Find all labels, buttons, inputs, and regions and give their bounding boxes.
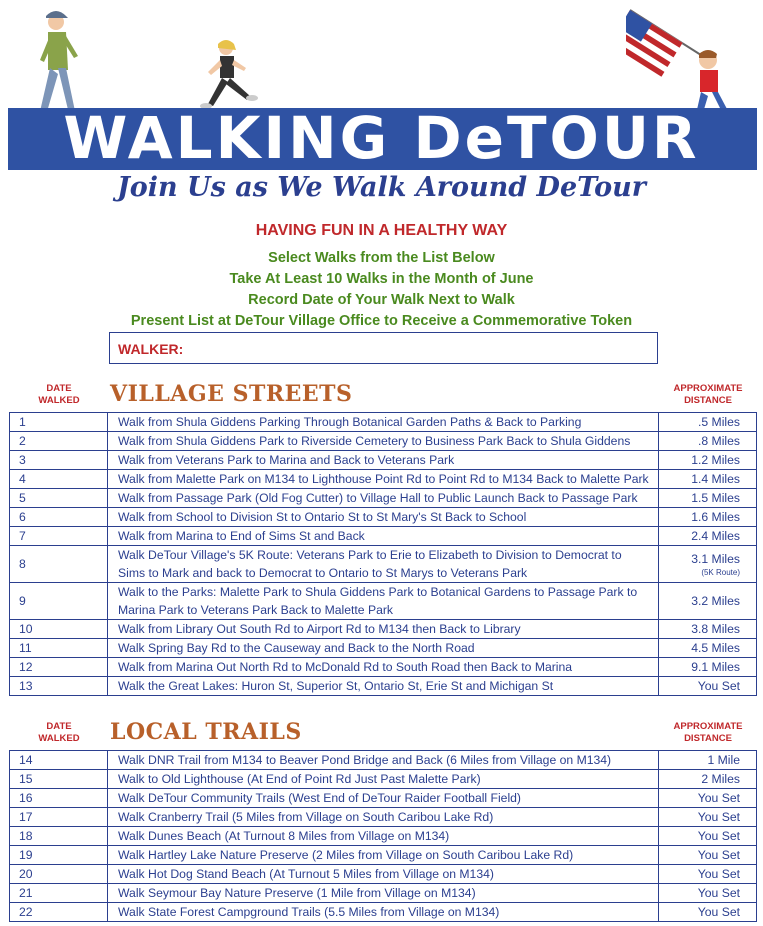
- date-header-line: WALKED: [38, 733, 80, 744]
- walk-description: Walk DeTour Community Trails (West End of DeTour Raider Football Field): [108, 789, 659, 808]
- walk-number[interactable]: 22: [10, 903, 108, 922]
- distance-value: You Set: [697, 905, 740, 919]
- distance-value: 1.5 Miles: [691, 491, 740, 505]
- date-header-line: DATE: [46, 383, 72, 394]
- table-row: [10, 639, 757, 658]
- table-row: [10, 470, 757, 489]
- walk-distance: [659, 432, 757, 451]
- walk-description: Walk from Marina to End of Sims St and Back: [108, 527, 659, 546]
- section-title-village-streets: VILLAGE STREETS: [110, 381, 353, 407]
- page-title: WALKING DeTOUR: [63, 104, 700, 172]
- distance-value: You Set: [697, 867, 740, 881]
- walk-description: Walk Hartley Lake Nature Preserve (2 Miles from Village on South Caribou Lake Rd): [108, 846, 659, 865]
- distance-header-line: APPROXIMATE: [673, 721, 743, 732]
- date-walked-header: [28, 721, 90, 745]
- walk-distance: [659, 751, 757, 770]
- walk-distance: [659, 451, 757, 470]
- table-row: [10, 658, 757, 677]
- distance-value: 2.4 Miles: [691, 529, 740, 543]
- walk-number[interactable]: 14: [10, 751, 108, 770]
- distance-value: You Set: [697, 829, 740, 843]
- walk-distance: [659, 846, 757, 865]
- table-row: [10, 846, 757, 865]
- table-row: [10, 751, 757, 770]
- walk-description: Walk DNR Trail from M134 to Beaver Pond Bridge and Back (6 Miles from Village on M134): [108, 751, 659, 770]
- walk-distance: [659, 770, 757, 789]
- walk-description: Walk State Forest Campground Trails (5.5 Miles from Village on M134): [108, 903, 659, 922]
- local-trails-table: [9, 750, 757, 922]
- walk-number[interactable]: 4: [10, 470, 108, 489]
- distance-value: .8 Miles: [698, 434, 740, 448]
- table-row: [10, 677, 757, 696]
- walk-distance: [659, 508, 757, 527]
- table-row: [10, 884, 757, 903]
- section-title-local-trails: LOCAL TRAILS: [110, 719, 302, 745]
- table-row: [10, 770, 757, 789]
- walk-description: Walk DeTour Village's 5K Route: Veterans Park to Erie to Elizabeth to Division to Democrat to Sims to Mark and back to Democrat to Ontario to St Marys to Veterans Park: [108, 546, 659, 583]
- walk-distance: [659, 865, 757, 884]
- distance-header-line: DISTANCE: [684, 733, 732, 744]
- walk-description: Walk from Malette Park on M134 to Lighthouse Point Rd to Point Rd to M134 Back to Malette Park: [108, 470, 659, 489]
- walk-description: Walk Seymour Bay Nature Preserve (1 Mile from Village on M134): [108, 884, 659, 903]
- table-row: [10, 620, 757, 639]
- table-row: [10, 827, 757, 846]
- walk-number[interactable]: 6: [10, 508, 108, 527]
- walk-distance: [659, 903, 757, 922]
- walk-number[interactable]: 9: [10, 583, 108, 620]
- walk-distance: [659, 470, 757, 489]
- walk-description: Walk from School to Division St to Ontario St to St Mary's St Back to School: [108, 508, 659, 527]
- walk-description: Walk Hot Dog Stand Beach (At Turnout 5 Miles from Village on M134): [108, 865, 659, 884]
- distance-value: 3.2 Miles: [691, 594, 740, 608]
- distance-value: 1 Mile: [707, 753, 740, 767]
- walk-description: Walk Dunes Beach (At Turnout 8 Miles from Village on M134): [108, 827, 659, 846]
- walk-description: Walk from Shula Giddens Park to Riverside Cemetery to Business Park Back to Shula Giddens: [108, 432, 659, 451]
- walk-distance: [659, 884, 757, 903]
- date-header-line: WALKED: [38, 395, 80, 406]
- table-row: [10, 432, 757, 451]
- walk-number[interactable]: 17: [10, 808, 108, 827]
- walk-number[interactable]: 18: [10, 827, 108, 846]
- walk-number[interactable]: 15: [10, 770, 108, 789]
- walk-description: Walk the Great Lakes: Huron St, Superior St, Ontario St, Erie St and Michigan St: [108, 677, 659, 696]
- walk-number[interactable]: 3: [10, 451, 108, 470]
- walk-distance: [659, 620, 757, 639]
- table-row: [10, 413, 757, 432]
- table-row: [10, 508, 757, 527]
- instruction-line: Select Walks from the List Below: [268, 250, 495, 266]
- distance-value: 4.5 Miles: [691, 641, 740, 655]
- walk-distance: [659, 658, 757, 677]
- table-row: [10, 903, 757, 922]
- walk-number[interactable]: 13: [10, 677, 108, 696]
- instruction-line: Present List at DeTour Village Office to Receive a Commemorative Token: [130, 313, 633, 329]
- distance-header: [664, 383, 752, 407]
- distance-value: .5 Miles: [698, 415, 740, 429]
- walk-distance: [659, 639, 757, 658]
- distance-header-line: DISTANCE: [684, 395, 732, 406]
- table-row: [10, 865, 757, 884]
- walk-distance: [659, 789, 757, 808]
- table-row: [10, 808, 757, 827]
- tagline: HAVING FUN IN A HEALTHY WAY: [255, 222, 508, 239]
- instruction-line: Record Date of Your Walk Next to Walk: [248, 292, 515, 308]
- walk-number[interactable]: 11: [10, 639, 108, 658]
- instruction-line: Take At Least 10 Walks in the Month of June: [229, 271, 534, 287]
- date-walked-header: [28, 383, 90, 407]
- walker-label: WALKER:: [118, 341, 184, 357]
- distance-value: You Set: [697, 810, 740, 824]
- table-row: [10, 451, 757, 470]
- distance-note: (5K Route): [701, 568, 740, 577]
- distance-header-line: APPROXIMATE: [673, 383, 743, 394]
- walk-number[interactable]: 12: [10, 658, 108, 677]
- walk-description: Walk Cranberry Trail (5 Miles from Village on South Caribou Lake Rd): [108, 808, 659, 827]
- walk-distance: [659, 489, 757, 508]
- walk-description: Walk from Marina Out North Rd to McDonald Rd to South Road then Back to Marina: [108, 658, 659, 677]
- distance-value: You Set: [697, 848, 740, 862]
- table-row: [10, 789, 757, 808]
- walk-number[interactable]: 16: [10, 789, 108, 808]
- walk-number[interactable]: 1: [10, 413, 108, 432]
- walk-description: Walk from Library Out South Rd to Airport Rd to M134 then Back to Library: [108, 620, 659, 639]
- walk-distance: [659, 808, 757, 827]
- walk-description: Walk to Old Lighthouse (At End of Point Rd Just Past Malette Park): [108, 770, 659, 789]
- walk-description: Walk Spring Bay Rd to the Causeway and Back to the North Road: [108, 639, 659, 658]
- distance-value: You Set: [697, 791, 740, 805]
- page-subtitle: Join Us as We Walk Around DeTour: [116, 172, 647, 203]
- walk-distance: [659, 413, 757, 432]
- distance-value: 1.4 Miles: [691, 472, 740, 486]
- walker-name-field[interactable]: [109, 332, 658, 364]
- table-row: [10, 489, 757, 508]
- date-header-line: DATE: [46, 721, 72, 732]
- distance-value: 3.1 Miles: [691, 552, 740, 566]
- walk-number[interactable]: 2: [10, 432, 108, 451]
- walk-number[interactable]: 5: [10, 489, 108, 508]
- walk-description: Walk from Shula Giddens Parking Through Botanical Garden Paths & Back to Parking: [108, 413, 659, 432]
- distance-value: 3.8 Miles: [691, 622, 740, 636]
- distance-value: 9.1 Miles: [691, 660, 740, 674]
- walk-number[interactable]: 7: [10, 527, 108, 546]
- walk-description: Walk to the Parks: Malette Park to Shula Giddens Park to Botanical Gardens to Passage Park to Marina Park to Veterans Park Back to Malette Park: [108, 583, 659, 620]
- walk-distance: [659, 527, 757, 546]
- walk-description: Walk from Passage Park (Old Fog Cutter) to Village Hall to Public Launch Back to Passage Park: [108, 489, 659, 508]
- walk-distance: [659, 583, 757, 620]
- walk-number[interactable]: 10: [10, 620, 108, 639]
- walk-description: Walk from Veterans Park to Marina and Back to Veterans Park: [108, 451, 659, 470]
- distance-value: 2 Miles: [701, 772, 740, 786]
- table-row: [10, 546, 757, 583]
- table-row: [10, 527, 757, 546]
- table-row: [10, 583, 757, 620]
- distance-header: [664, 721, 752, 745]
- walk-number[interactable]: 21: [10, 884, 108, 903]
- walk-number[interactable]: 8: [10, 546, 108, 583]
- walk-number[interactable]: 20: [10, 865, 108, 884]
- distance-value: You Set: [697, 679, 740, 693]
- distance-value: 1.2 Miles: [691, 453, 740, 467]
- distance-value: 1.6 Miles: [691, 510, 740, 524]
- walk-distance: [659, 546, 757, 583]
- walk-distance: [659, 677, 757, 696]
- walk-distance: [659, 827, 757, 846]
- walk-number[interactable]: 19: [10, 846, 108, 865]
- village-streets-table: [9, 412, 757, 696]
- distance-value: You Set: [697, 886, 740, 900]
